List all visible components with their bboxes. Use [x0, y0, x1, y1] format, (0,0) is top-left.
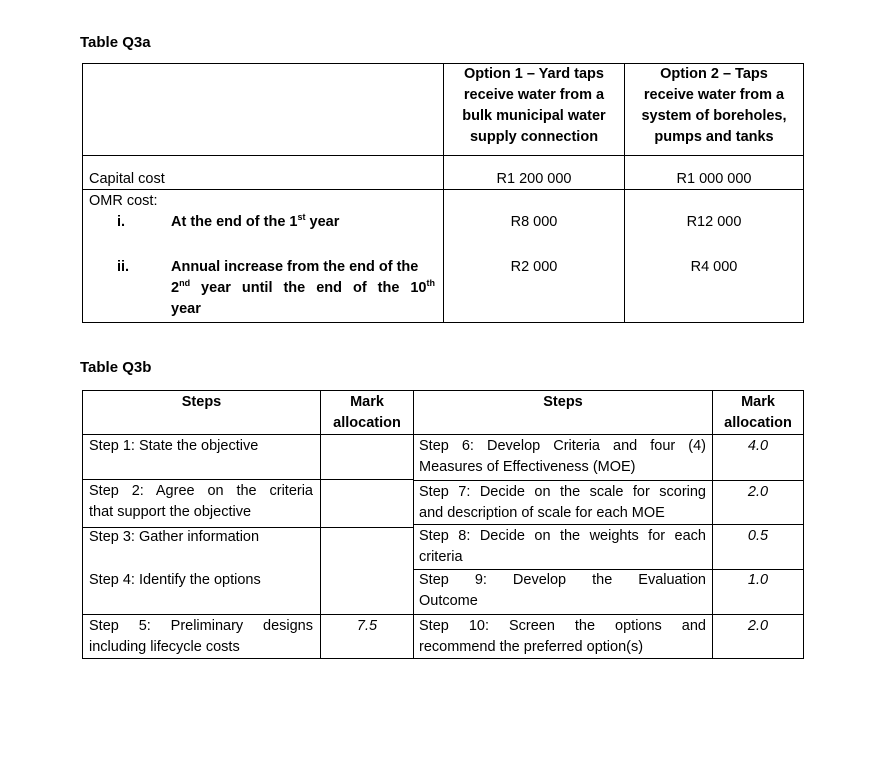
table-q3a-caption: Table Q3a — [80, 34, 151, 51]
step-5: Step 5: Preliminary designs including lifecycle costs — [89, 618, 313, 655]
steps-header-left: Steps — [181, 394, 222, 410]
step-7-mark: 2.0 — [747, 484, 769, 500]
row-ii-number: ii. — [117, 259, 130, 275]
step-1: Step 1: State the objective — [89, 438, 259, 454]
option2-header: Option 2 – Taps receive water from a system of boreholes, pumps and tanks — [641, 66, 787, 145]
row-i-number: i. — [117, 214, 126, 230]
capital-cost-option1: R1 200 000 — [496, 171, 572, 187]
row-ii-label: Annual increase from the end of the 2nd year until the end of the 10th year — [171, 259, 435, 317]
row-i-option2: R12 000 — [686, 214, 742, 230]
mark-header-left: Mark allocation — [333, 394, 401, 431]
capital-cost-label: Capital cost — [89, 171, 165, 187]
step-8-mark: 0.5 — [747, 528, 769, 544]
steps-header-right: Steps — [543, 394, 583, 410]
step-6: Step 6: Develop Criteria and four (4) Measures of Effectiveness (MOE) — [419, 438, 706, 475]
row-i-label: At the end of the 1st year — [171, 212, 340, 230]
step-6-mark: 4.0 — [747, 438, 769, 454]
table-q3b-caption: Table Q3b — [80, 359, 152, 376]
step-9-mark: 1.0 — [747, 572, 769, 588]
capital-cost-option2: R1 000 000 — [676, 171, 752, 187]
step-9: Step 9: Develop the Evaluation Outcome — [419, 572, 706, 609]
step-10-mark: 2.0 — [747, 618, 769, 634]
mark-header-right: Mark allocation — [724, 394, 792, 431]
option1-header: Option 1 – Yard taps receive water from a bulk municipal water supply connection — [462, 66, 606, 145]
step-3: Step 3: Gather information — [89, 529, 260, 545]
step-4: Step 4: Identify the options — [89, 572, 261, 588]
step-10: Step 10: Screen the options and recommend the preferred option(s) — [419, 618, 706, 655]
step-8: Step 8: Decide on the weights for each criteria — [419, 528, 706, 565]
step-5-mark: 7.5 — [356, 618, 378, 634]
row-i-option1: R8 000 — [510, 214, 558, 230]
step-2: Step 2: Agree on the criteria that support the objective — [89, 483, 313, 520]
step-7: Step 7: Decide on the scale for scoring and description of scale for each MOE — [419, 484, 706, 521]
row-ii-option1: R2 000 — [510, 259, 558, 275]
omr-cost-label: OMR cost: — [89, 193, 158, 209]
row-ii-option2: R4 000 — [690, 259, 738, 275]
